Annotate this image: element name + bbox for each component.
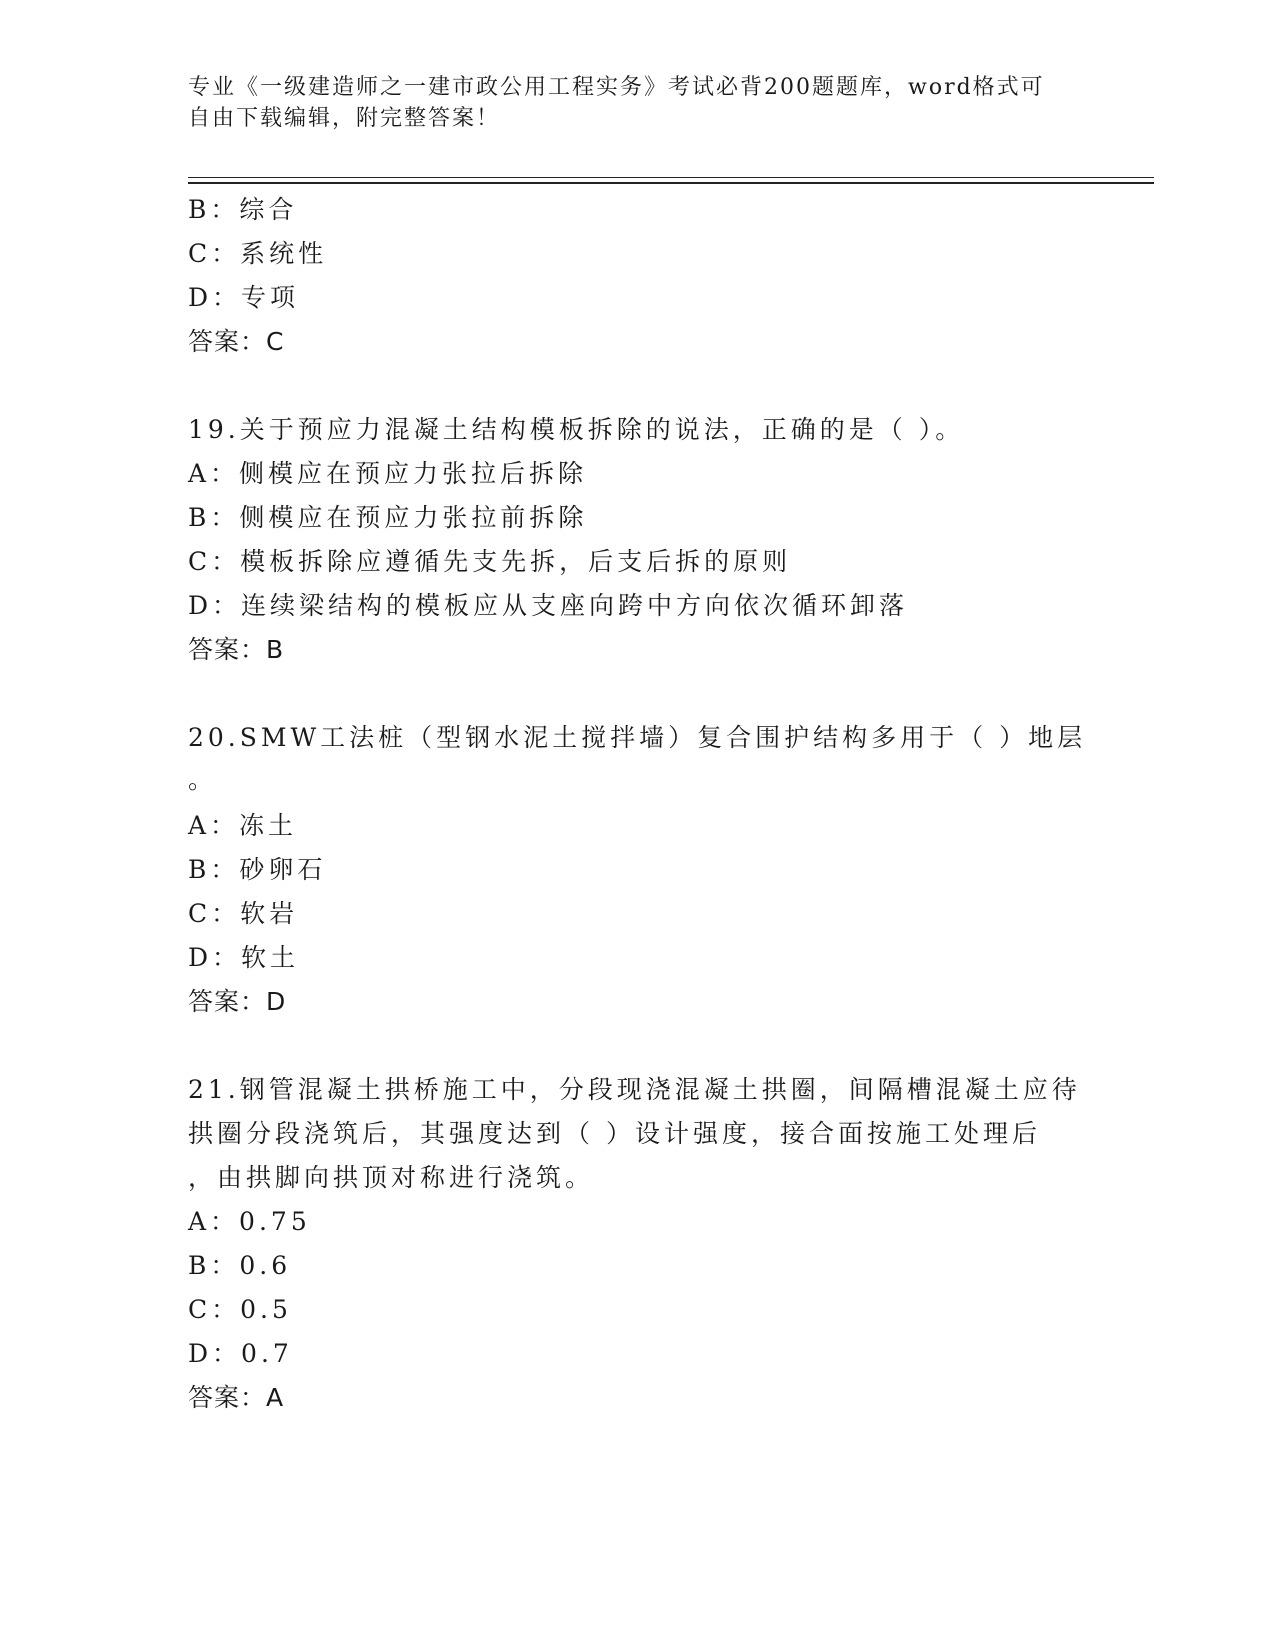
q20-stem-line-1: 20.SMW工法桩（型钢水泥土搅拌墙）复合围护结构多用于（ ）地层 xyxy=(188,723,1087,752)
q19-option-d: D：连续梁结构的模板应从支座向跨中方向依次循环卸落 xyxy=(188,591,909,620)
q20-answer: 答案：D xyxy=(188,987,287,1016)
q18-option-d: D：专项 xyxy=(188,283,300,312)
q21-option-c: C：0.5 xyxy=(188,1295,292,1324)
q19-stem: 19.关于预应力混凝土结构模板拆除的说法，正确的是（ ）。 xyxy=(188,415,965,444)
q21-option-b: B：0.6 xyxy=(188,1251,292,1280)
q19-option-b: B：侧模应在预应力张拉前拆除 xyxy=(188,503,588,532)
q21-stem-line-2: 拱圈分段浇筑后，其强度达到（ ）设计强度，接合面按施工处理后 xyxy=(188,1119,1041,1148)
q18-answer: 答案：C xyxy=(188,327,285,356)
q20-option-d: D：软土 xyxy=(188,943,300,972)
header-rule-thin xyxy=(188,177,1154,178)
header-rule-thick xyxy=(188,182,1154,184)
q21-stem-line-1: 21.钢管混凝土拱桥施工中，分段现浇混凝土拱圈，间隔槽混凝土应待 xyxy=(188,1075,1081,1104)
header-line-2: 自由下载编辑，附完整答案！ xyxy=(188,106,501,131)
q21-stem-line-3: ，由拱脚向拱顶对称进行浇筑。 xyxy=(188,1163,595,1192)
q20-option-a: A：冻土 xyxy=(188,811,298,840)
page-header xyxy=(188,72,1068,134)
q19-option-c: C：模板拆除应遵循先支先拆，后支后拆的原则 xyxy=(188,547,792,576)
header-line-1: 专业《一级建造师之一建市政公用工程实务》考试必背200题题库，word格式可 xyxy=(188,75,1045,100)
q19-option-a: A：侧模应在预应力张拉后拆除 xyxy=(188,459,588,488)
q18-option-b: B：综合 xyxy=(188,195,298,224)
q20-option-c: C：软岩 xyxy=(188,899,299,928)
q18-option-c: C：系统性 xyxy=(188,239,328,268)
q19-answer: 答案：B xyxy=(188,635,285,664)
q21-answer: 答案：A xyxy=(188,1383,285,1412)
q21-option-d: D：0.7 xyxy=(188,1339,293,1368)
q20-stem-line-2: 。 xyxy=(188,765,218,794)
q20-option-b: B：砂卵石 xyxy=(188,855,327,884)
q21-option-a: A：0.75 xyxy=(188,1207,311,1236)
